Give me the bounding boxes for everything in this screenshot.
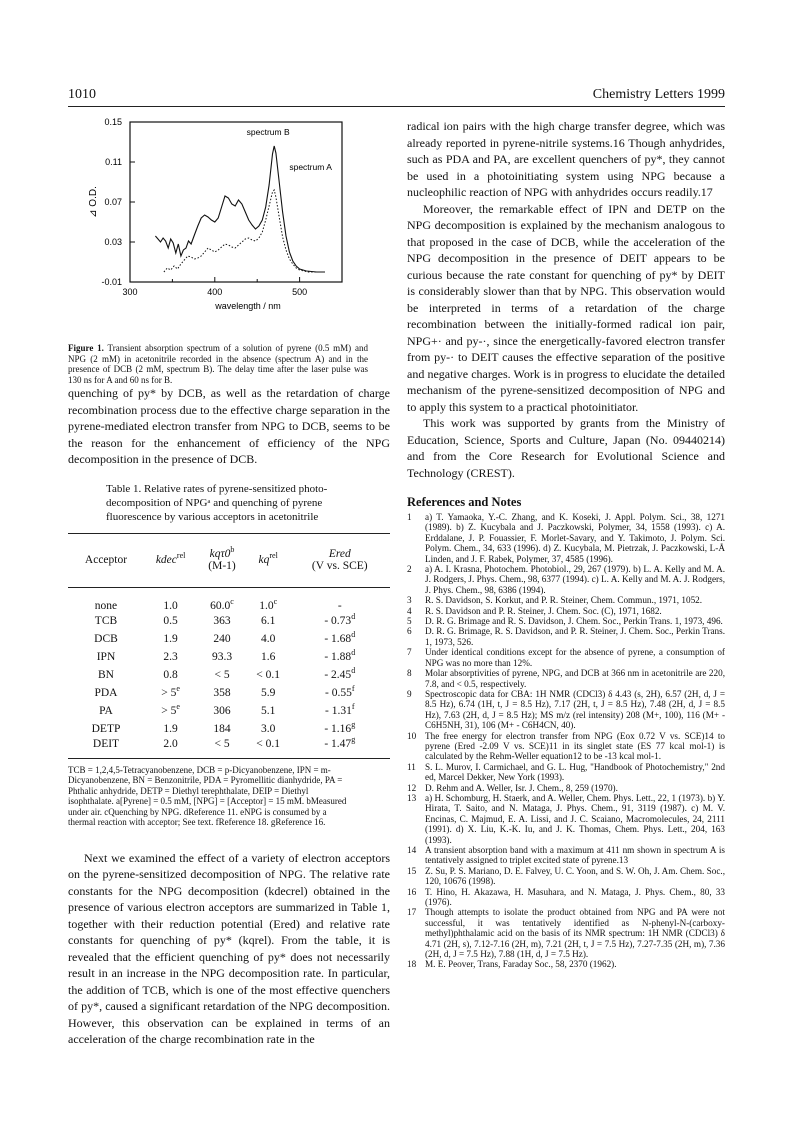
table-cell-k: > $5^e$ [161,701,180,717]
reference-number: 4 [407,605,412,616]
table-cell-r: 4.0 [260,632,276,645]
table-cell-e: - 1.88$^d$ [324,647,356,663]
table-cell-a: none [94,599,118,612]
annotation-spectrum-a: spectrum A [289,162,332,172]
table-cell-k: 2.0 [163,737,178,750]
reference-item [407,668,725,689]
reference-text: Spectroscopic data for CBA: 1H NMR (CDCl3) δ 4.43 (s, 2H), 6.57 (2H, d, J = 8.5 Hz), 6.74 (1H, t, J = 8.5 Hz), 7.17 (2H, t, J = 8.5 Hz), 7.48 (2H, d, J = 8.5 Hz), 7.63 (2H, d, J = 8.5 Hz); MS m/z (rel intensity) 208 (M+, 100), 116 (M+ - C6H5NH, 31), 106 (M+ - C6H4CN, 40). [425,688,725,731]
reference-number: 7 [407,647,412,658]
table-cell-e: - 1.31$^f$ [325,701,355,717]
table-cell-e: - 1.47$^g$ [324,734,356,750]
reference-text: a) A. I. Krasna, Photochem. Photobiol., 29, 267 (1979). b) L. A. Kelly and M. A. J. Rodgers, J. Phys. Chem., 98, 6377 (1994). c) L. A. Kelly and M. A. J. Rodgers, J. Phys. Chem., 98, 6386 (1994). [425,564,725,595]
table-cell-a: PDA [94,686,118,699]
table-cell-k: 1.9 [163,722,178,735]
spectrum-chart [68,114,390,339]
y-tick-label: 0.03 [104,237,122,247]
right-paragraph-2: Moreover, the remarkable effect of IPN and DETP on the NPG decomposition is explained by the mechanism analogous to that proposed in the case of DCB, while the acceleration of the NPG decomposition in the presence of DEIT appears to be curious because the rate constant for quenching of py* by DEIT is considerably slower than that by NPG. This observation would be interpreted in terms of a retardation of the charge recombination between the initially-formed radical ion pair, NPG+· and py-·, since the energetically-favored electron transfer from py-· to DEIT causes the effective separation of the positive and negative charges. Work is in progress to elucidate the detailed mechanism of the pyrene-sensitized decomposition of NPG and to apply this system to a practical photoinitiator. [407,201,725,414]
figure-label: Figure 1. [68,343,104,353]
header-rule [68,106,725,107]
reference-number: 18 [407,959,417,970]
table-cell-q: 93.3 [211,650,233,663]
table-cell-q: 306 [213,704,231,717]
reference-number: 1 [407,512,412,522]
reference-number: 2 [407,564,412,575]
table-cell-q: < 5 [214,737,230,750]
table-caption: Table 1. Relative rates of pyrene-sensitized photo-decomposition of NPGᵃ and quenching of pyrene fluorescence by various acceptors in acetonitrile [106,482,328,523]
x-tick-label: 300 [122,287,138,297]
reference-item [407,647,725,668]
table-cell-a: BN [97,668,114,681]
reference-number: 17 [407,907,417,918]
table-cell-k: 0.5 [163,614,178,627]
table-row [68,630,390,648]
reference-number: 15 [407,865,417,876]
table-cell-r: < 0.1 [256,668,281,681]
reference-number: 10 [407,730,417,741]
x-axis-label: wavelength / nm [215,301,281,311]
table-row [68,738,390,759]
col-kqt0: kqτ0$^b$ (M-1) [208,545,236,572]
plot-frame [130,122,342,282]
col-acceptor: Acceptor [84,554,128,566]
series-line-spectrum-a [164,190,325,272]
reference-item [407,959,725,969]
table-cell-e: - 0.55$^f$ [325,683,355,699]
table-footnote: TCB = 1,2,4,5-Tetracyanobenzene, DCB = p-Dicyanobenzene, IPN = m-Dicyanobenzene, BN = Benzonitrile, PDA = Pyromellitic dianhydride, PA = Phthalic anhydride, DETP = Diethyl terephthalate, DEIP = Diethyl isophthalate. a[Pyrene] = 0.5 mM, [NPG] = [Acceptor] = 15 mM. bMeasured under air. cQuenching by NPG. dReference 11. eNPG is consumed by a thermal reaction with acceptor; See text. fReference 18. gReference 16. [68,764,347,827]
reference-number: 14 [407,845,417,855]
table-cell-q: 184 [213,722,231,735]
reference-number: 13 [407,792,417,803]
references-list [407,512,725,970]
reference-item [407,564,725,595]
table-row [68,720,390,738]
x-tick-label: 500 [292,287,308,297]
table-cell-a: TCB [94,614,118,627]
table-cell-r: < 0.1 [256,737,281,750]
col-kdec: kdec$^{rel}$ [155,551,186,566]
y-tick-label: 0.07 [104,197,122,207]
reference-item [407,783,725,793]
reference-text: The free energy for electron transfer from NPG (Eox 0.72 V vs. SCE)14 to pyrene (Ered -2.09 V vs. SCE)11 in its singlet state (ES 77 kcal mol-1) is calculated by the Rehm-Weller equation12 to be -13 kcal mol-1. [425,730,725,762]
table-1 [68,533,390,759]
reference-number: 11 [407,761,416,772]
reference-number: 9 [407,688,412,699]
y-tick-label: -0.01 [101,277,122,287]
table-row [68,702,390,720]
table-cell-k: 1.0 [163,599,178,612]
figure-1 [68,114,390,339]
reference-text: Molar absorptivities of pyrene, NPG, and DCB at 366 nm in acetonitrile are 220, 7.8, and < 0.5, respectively. [425,668,725,689]
table-cell-k: 0.8 [163,668,178,681]
references-heading: References and Notes [407,495,522,509]
reference-text: T. Hino, H. Akazawa, H. Masuhara, and N. Mataga, J. Phys. Chem., 80, 33 (1976). [425,886,725,908]
table-cell-q: < 5 [214,668,230,681]
left-paragraph-1: quenching of py* by DCB, as well as the retardation of charge recombination process due to the effective charge separation in the pyrene-mediated electron transfer from NPG to DCB, seems to be the reason for the enhancement of efficiency of the NPG decomposition in the presence of DCB. [68,386,390,466]
reference-number: 8 [407,668,412,679]
table-cell-a: IPN [96,650,116,663]
y-tick-label: 0.15 [104,117,122,127]
reference-number: 3 [407,595,412,606]
table-cell-e: - 0.73$^d$ [324,611,356,627]
table-cell-e: - [337,599,342,612]
col-ered: Ered (V vs. SCE) [311,548,368,572]
reference-number: 5 [407,616,412,627]
figure-caption-text: Transient absorption spectrum of a solution of pyrene (0.5 mM) and NPG (2 mM) in acetonitrile recorded in the absence (spectrum A) and in the presence of DCB (2 mM, spectrum B). The delay time after the laser pulse was 130 ns for A and 60 ns for B. [68,343,368,385]
table-row [68,666,390,684]
left-paragraph-2: Next we examined the effect of a variety of electron acceptors on the pyrene-sensitized decomposition of NPG. The relative rate constants for the NPG decomposition (kdecrel) obtained in the presence of various electron acceptors are summarized in Table 1, together with their reduction potential (Ered) and relative rate constants for quenching of py* (kqrel). From the table, it is revealed that the efficient quenching of py* does not necessarily result in an increase in the NPG decomposition rate. In particular, the addition of TCB, which is one of the most effective quenchers of py*, caused a significant retardation of the NPG decomposition. However, this observation can be explained in terms of an acceleration of the charge recombination rate in the [68,850,390,1046]
reference-text: D. R. G. Brimage and R. S. Davidson, J. Chem. Soc., Perkin Trans. 1, 1973, 496. [425,616,723,627]
table-row [68,612,390,630]
table-row [68,684,390,702]
table-cell-r: 5.9 [260,686,276,699]
table-cell-r: 1.0$^c$ [259,596,278,612]
reference-item [407,762,725,783]
reference-text: R. S. Davidson and P. R. Steiner, J. Chem. Soc. (C), 1971, 1682. [425,605,662,616]
table-row [68,587,390,612]
reference-item [407,512,725,564]
annotation-spectrum-b: spectrum B [246,127,290,137]
figure-caption [68,343,368,385]
table-cell-a: DETP [91,722,121,735]
reference-number: 6 [407,626,412,637]
table-cell-e: - 1.68$^d$ [324,629,356,645]
reference-item [407,907,725,959]
page-number: 1010 [68,87,96,102]
reference-text: A transient absorption band with a maximum at 411 nm shown in spectrum A is tentatively assigned to triplet excited state of pyrene.13 [425,845,725,866]
y-tick-label: 0.11 [105,157,122,167]
reference-text: D. R. G. Brimage, R. S. Davidson, and P. R. Steiner, J. Chem. Soc., Perkin Trans. 1, 1973, 526. [425,626,725,647]
table-cell-r: 5.1 [260,704,276,717]
table-cell-e: - 1.16$^g$ [324,719,356,735]
reference-item [407,616,725,626]
right-column [407,114,725,970]
reference-text: D. Rehm and A. Weller, Isr. J. Chem., 8, 259 (1970). [425,782,618,793]
table-header-row [68,533,390,587]
reference-text: R. S. Davidson, S. Korkut, and P. R. Steiner, Chem. Commun., 1971, 1052. [425,595,703,606]
left-column [68,114,390,1048]
reference-text: Z. Su, P. S. Mariano, D. E. Falvey, U. C. Yoon, and S. W. Oh, J. Am. Chem. Soc., 120, 10676 (1998). [425,865,725,887]
reference-item [407,595,725,605]
reference-item [407,626,725,647]
reference-text: Though attempts to isolate the product obtained from NPG and PA were not successful, it was tentatively identified as N-phenyl-N-(carboxy-methyl)phthalamic acid on the basis of its NMR spectrum: 1H NMR (CDCl3) δ 4.71 (2H, s), 7.12-7.16 (2H, m), 7.21 (2H, t, J = 7.5 Hz), 7.27-7.35 (2H, m), 7.36 (2H, d, J = 7.5 Hz), 7.88 (1H, d, J = 7.5 Hz). [425,907,725,960]
y-axis-label: ⊿ O.D. [88,186,99,218]
reference-number: 12 [407,782,417,793]
table-cell-q: 363 [213,614,231,627]
table-cell-q: 240 [213,632,231,645]
col-kq: $kq^{rel}$ [258,551,278,566]
table-cell-a: DCB [94,632,118,645]
table-cell-e: - 2.45$^d$ [324,665,356,681]
table-cell-r: 1.6 [260,650,276,663]
table-cell-k: > $5^e$ [161,683,180,699]
reference-text: M. E. Peover, Trans, Faraday Soc., 58, 2370 (1962). [425,959,617,970]
table-cell-k: 1.9 [163,632,178,645]
acknowledgment: This work was supported by grants from the Ministry of Education, Science, Sports and Culture, Japan (No. 09440214) and from the Core Research for Evolutional Science and Technology (CREST). [407,416,725,480]
reference-item [407,689,725,731]
table-cell-a: PA [99,704,113,717]
table-cell-q: 358 [213,686,231,699]
reference-item [407,793,725,845]
reference-number: 16 [407,886,417,897]
table-row [68,648,390,666]
right-paragraph-1: radical ion pairs with the high charge transfer degree, which was already reported in pyrene-nitrile systems.16 Though anhydrides, such as PDA and PA, are excellent quenchers of py*, they cannot be used in a photoinitiating system using NPG because a nucleophilic reaction of NPG with anhydrides occurs readily.17 [407,119,725,199]
x-tick-label: 400 [207,287,223,297]
table-cell-k: 2.3 [163,650,178,663]
reference-text: a) T. Yamaoka, Y.-C. Zhang, and K. Koseki, J. Appl. Polym. Sci., 38, 1271 (1989). b) Z. Kucybala and J. Paczkowski, Polymer, 34, 1558 (1993). c) A. Erddalane, J. P. Fouassier, F. Morlet-Savary, and Y. Takimoto, J. Polym. Sci. Polym. Chem., 34, 633 (1996). d) Z. Kucybala, M. Pietrzak, J. Paczkowski, L-Å Linden, and J. F. Rabek, Polymer, 37, 4585 (1996). [425,512,725,564]
table-cell-r: 6.1 [260,614,276,627]
reference-item [407,866,725,887]
reference-item [407,606,725,616]
reference-text: a) H. Schomburg, H. Staerk, and A. Weller, Chem. Phys. Lett., 22, 1 (1973). b) Y. Hirata, T. Saito, and N. Mataga, J. Phys. Chem., 91, 3119 (1987). c) M. V. Encinas, C. Majmud, E. A. Lissi, and J. C. Scaiano, Macromolecules, 24, 2111 (1991). d) X. Liu, K.-K. Iu, and J. K. Thomas, Chem. Phys. Lett., 204, 163 (1993). [425,792,725,845]
reference-text: S. L. Murov, I. Carmichael, and G. L. Hug, "Handbook of Photochemistry," 2nd ed, Marcel Dekker, New York (1993). [425,761,725,783]
reference-item [407,731,725,762]
table-cell-a: DEIT [92,737,120,750]
table-cell-q: 60.0$^c$ [210,596,234,612]
reference-item [407,887,725,908]
journal-title: Chemistry Letters 1999 [592,87,725,102]
table-cell-r: 3.0 [260,722,276,735]
reference-text: Under identical conditions except for the absence of pyrene, a consumption of NPG was no more than 12%. [425,647,725,668]
reference-item [407,845,725,866]
